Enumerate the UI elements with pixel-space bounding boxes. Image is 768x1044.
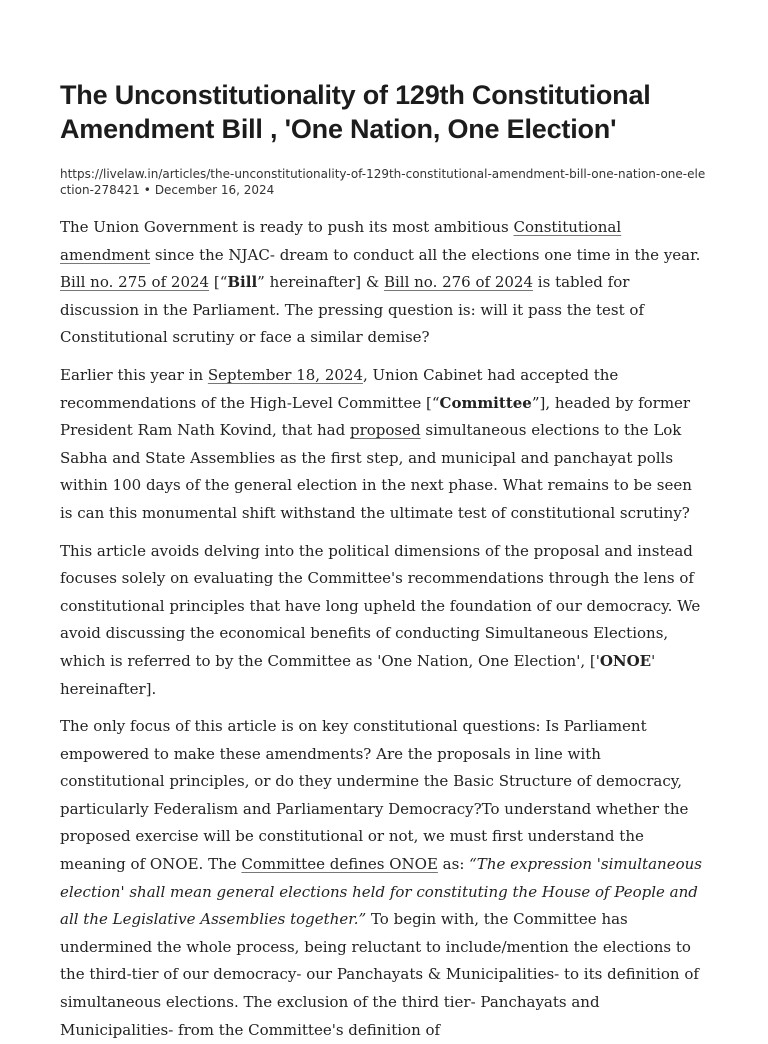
paragraph-2 xyxy=(60,362,708,528)
text: simultaneous elections to the Lok Sabha and State Assemblies as the first step, and municipal and panchayat polls within 100 days of the general election in the next phase. What remains to be seen is can this monumental shift withstand the ultimate test of constitutional scrutiny? xyxy=(60,421,692,522)
link-proposed[interactable]: proposed xyxy=(349,421,421,440)
text: This article avoids delving into the political dimensions of the proposal and instead focuses solely on evaluating the Committee's recommendations through the lens of constitutional principles that have long upheld the foundation of our democracy. We avoid discussing the economical benefits of conducting Simultaneous Elections, which is referred to by the Committee as 'One Nation, One Election', [' xyxy=(60,541,701,670)
bold-term: ONOE xyxy=(599,651,652,670)
text: [“ xyxy=(209,273,228,292)
link-committee-defines-onoe[interactable]: Committee defines ONOE xyxy=(241,855,438,874)
text: ” hereinafter] & xyxy=(257,273,384,292)
paragraph-1 xyxy=(60,214,708,352)
paragraph-3 xyxy=(60,538,708,704)
link-bill-276[interactable]: Bill no. 276 of 2024 xyxy=(383,273,534,292)
paragraph-4 xyxy=(60,713,708,1044)
text: To begin with, the Committee has undermined the whole process, being reluctant to include/mention the elections to the third-tier of our democracy- our Panchayats & Municipalities- to its definition of simultaneous elections. The exclusion of the third tier- Panchayats and Municipalities- from the Committee's definition of xyxy=(60,910,699,1039)
text: The Union Government is ready to push its most ambitious xyxy=(60,218,514,236)
article-meta xyxy=(60,166,708,198)
meta-separator: • xyxy=(143,183,151,197)
article-date: December 16, 2024 xyxy=(154,183,275,197)
link-constitutional-amendment[interactable]: Constitutional amendment xyxy=(60,218,622,264)
text: since the NJAC- dream to conduct all the elections one time in the year. xyxy=(150,245,701,264)
text: ”], headed by former President Ram Nath Kovind, that had xyxy=(60,393,691,440)
text: The only focus of this article is on key constitutional questions: Is Parliament empowered to make these amendments? Are the proposals in line with constitutional principles, or do they undermine the Basic Structure of democracy, particularly Federalism and Parliamentary Democracy?To understand whether the proposed exercise will be constitutional or not, we must first understand the meaning of ONOE. The xyxy=(60,717,689,874)
text: is tabled for discussion in the Parliament. The pressing question is: will it pass the test of Constitutional scrutiny or face a similar demise? xyxy=(60,273,645,347)
bold-term: Committee xyxy=(439,393,532,412)
quoted-definition: “The expression 'simultaneous election' shall mean general elections held for constituting the House of People and all the Legislative Assemblies together.” xyxy=(60,855,702,929)
text: ' hereinafter]. xyxy=(60,651,656,698)
text: Earlier this year in xyxy=(60,365,208,384)
text: , Union Cabinet had accepted the recommendations of the High-Level Committee [“ xyxy=(60,365,619,412)
article-title: The Unconstitutionality of 129th Constitutional Amendment Bill , 'One Nation, One Election' xyxy=(60,80,651,144)
link-september-18[interactable]: September 18, 2024 xyxy=(207,365,363,384)
article-url[interactable]: https://livelaw.in/articles/the-unconstitutionality-of-129th-constitutional-amendment-bill-one-nation-one-election-278421 xyxy=(60,167,706,197)
bold-term: Bill xyxy=(227,273,258,292)
link-bill-275[interactable]: Bill no. 275 of 2024 xyxy=(60,273,210,292)
text: as: xyxy=(437,855,470,874)
